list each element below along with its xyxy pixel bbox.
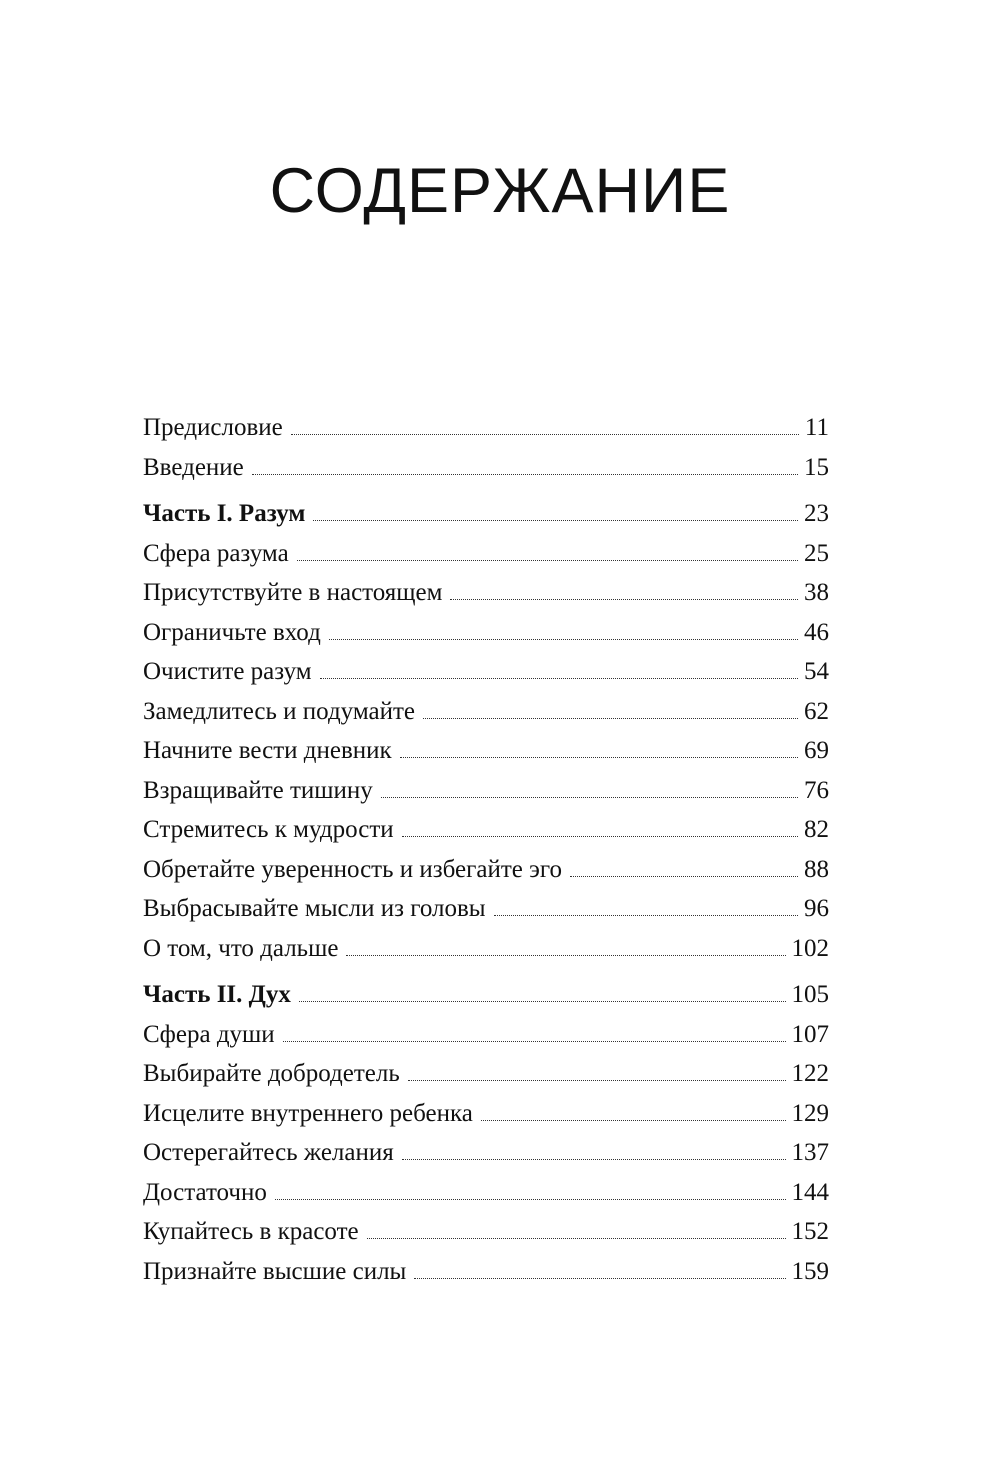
toc-entry <box>143 929 829 969</box>
toc-entry-title: Обретайте уверенность и избегайте эго <box>143 855 562 883</box>
dot-leader <box>481 1120 786 1121</box>
toc-entry-title: Присутствуйте в настоящем <box>143 579 443 606</box>
toc-entry <box>143 889 829 929</box>
toc-page-number: 11 <box>804 414 829 441</box>
toc-page-number: 38 <box>804 579 829 606</box>
toc-entry-title: Исцелите внутреннего ребенка <box>143 1099 473 1127</box>
toc-page-number: 137 <box>791 1139 829 1166</box>
toc-entry <box>143 613 829 653</box>
dot-leader <box>402 1159 786 1160</box>
toc-entry-title: Выбрасывайте мысли из головы <box>143 895 486 922</box>
toc-entry-title: Ограничьте вход <box>143 618 321 646</box>
toc-entry-title: Сфера души <box>143 1020 275 1048</box>
toc-page-number: 25 <box>804 539 829 567</box>
dot-leader <box>297 560 798 561</box>
toc-entry-title: Признайте высшие силы <box>143 1257 407 1285</box>
toc-page-number: 144 <box>791 1178 829 1206</box>
toc-page-number: 76 <box>804 776 829 804</box>
toc-page-number: 129 <box>791 1099 829 1127</box>
toc-entry <box>143 1054 829 1094</box>
toc-entry <box>143 534 829 574</box>
dot-leader <box>283 1041 786 1042</box>
toc-entry <box>143 573 829 613</box>
toc-entry-title: Выбирайте добродетель <box>143 1060 400 1087</box>
toc-page-number: 15 <box>804 453 829 481</box>
toc-page-number: 88 <box>804 855 829 883</box>
toc-entry <box>143 1212 829 1252</box>
page-title: СОДЕРЖАНИЕ <box>269 156 731 226</box>
toc-page-number: 54 <box>804 658 829 685</box>
dot-leader <box>400 757 798 758</box>
dot-leader <box>313 520 798 521</box>
dot-leader <box>329 639 798 640</box>
toc-entry-title: Остерегайтесь желания <box>143 1139 394 1166</box>
toc-entry-title: Купайтесь в красоте <box>143 1218 359 1245</box>
toc-entry-title: Предисловие <box>143 414 283 441</box>
toc-page-number: 46 <box>804 618 829 646</box>
toc-entry-title: Начните вести дневник <box>143 737 392 764</box>
toc-page-number: 122 <box>791 1060 829 1087</box>
toc-entry <box>143 692 829 732</box>
toc-entry <box>143 850 829 890</box>
toc-entry-title: Часть II. Дух <box>143 981 291 1008</box>
toc-entry <box>143 1252 829 1292</box>
toc-entry-title: Стремитесь к мудрости <box>143 816 394 843</box>
toc-page-number: 23 <box>804 500 829 527</box>
toc-page-number: 102 <box>791 934 829 962</box>
toc-page-number: 69 <box>804 737 829 764</box>
toc-entry <box>143 448 829 488</box>
toc-entry <box>143 652 829 692</box>
toc-page-number: 62 <box>804 697 829 725</box>
toc-entry <box>143 1133 829 1173</box>
dot-leader <box>494 915 798 916</box>
toc-entry-title: Часть I. Разум <box>143 500 306 527</box>
toc-page-number: 159 <box>791 1257 829 1285</box>
toc-entry-title: О том, что дальше <box>143 934 339 962</box>
table-of-contents <box>143 408 829 1291</box>
dot-leader <box>408 1080 786 1081</box>
toc-entry-title: Очистите разум <box>143 658 312 685</box>
toc-entry-title: Взращивайте тишину <box>143 776 373 804</box>
dot-leader <box>570 876 798 877</box>
toc-entry <box>143 771 829 811</box>
dot-leader <box>450 599 798 600</box>
toc-part-heading <box>143 494 829 534</box>
dot-leader <box>381 797 798 798</box>
dot-leader <box>320 678 798 679</box>
toc-page-number: 105 <box>791 981 829 1008</box>
toc-entry-title: Сфера разума <box>143 539 289 567</box>
toc-entry-title: Замедлитесь и подумайте <box>143 697 415 725</box>
toc-entry-title: Достаточно <box>143 1178 267 1206</box>
dot-leader <box>275 1199 786 1200</box>
toc-entry <box>143 1015 829 1055</box>
toc-entry <box>143 408 829 448</box>
dot-leader <box>367 1238 786 1239</box>
dot-leader <box>252 474 798 475</box>
toc-page-number: 152 <box>791 1218 829 1245</box>
toc-entry <box>143 1094 829 1134</box>
toc-entry <box>143 1173 829 1213</box>
dot-leader <box>402 836 798 837</box>
toc-entry <box>143 731 829 771</box>
dot-leader <box>414 1278 785 1279</box>
dot-leader <box>423 718 798 719</box>
dot-leader <box>291 434 799 435</box>
toc-entry <box>143 810 829 850</box>
toc-part-heading <box>143 975 829 1015</box>
toc-page-number: 107 <box>791 1020 829 1048</box>
toc-page-number: 82 <box>804 816 829 843</box>
toc-page-number: 96 <box>804 895 829 922</box>
toc-entry-title: Введение <box>143 453 244 481</box>
dot-leader <box>346 955 785 956</box>
dot-leader <box>299 1001 786 1002</box>
